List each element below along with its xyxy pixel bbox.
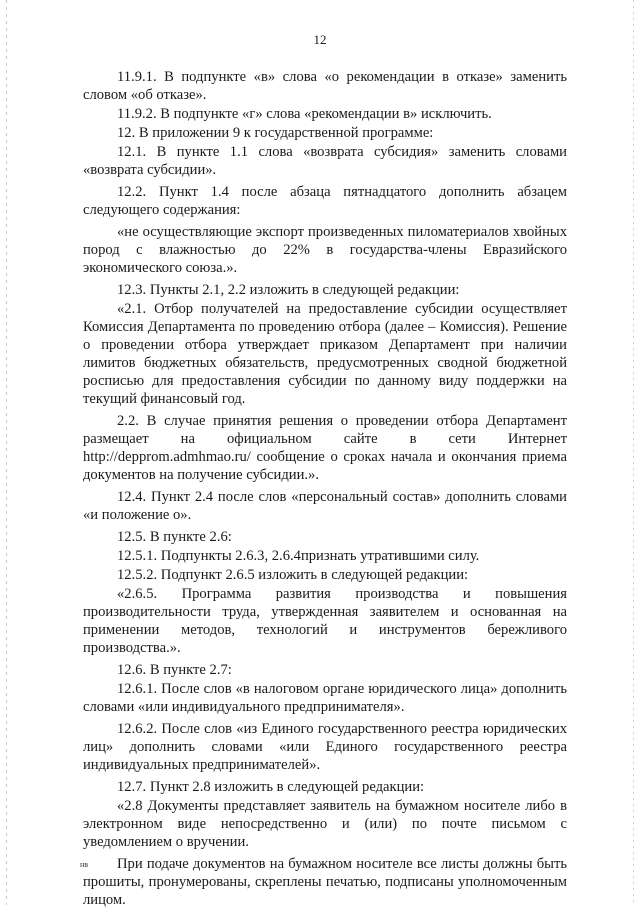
paragraph-submission-rules: При подаче документов на бумажном носителе все листы должны быть прошиты, пронумерованы, скреплены печатью, подписаны уполномоченным лицом. <box>83 856 567 908</box>
paragraph-12-3: 12.3. Пункты 2.1, 2.2 изложить в следующей редакции: <box>117 282 460 298</box>
scan-edge-right <box>633 0 634 905</box>
paragraph-12-6-2: 12.6.2. После слов «из Единого государственного реестра юридических лиц» дополнить словами «или Единого государственного реестра индивидуальных предпринимателей». <box>83 721 567 773</box>
paragraph-12-5: 12.5. В пункте 2.6: <box>117 529 232 545</box>
document-body <box>83 68 567 913</box>
paragraph-11-9-1: 11.9.1. В подпункте «в» слова «о рекомендации в отказе» заменить словом «об отказе». <box>83 69 567 103</box>
paragraph-11-9-2: 11.9.2. В подпункте «г» слова «рекомендации в» исключить. <box>117 106 492 122</box>
paragraph-12-6-1: 12.6.1. После слов «в налоговом органе юридического лица» дополнить словами «или индивидуального предпринимателя». <box>83 681 567 715</box>
paragraph-2-8-quote: «2.8 Документы представляет заявитель на бумажном носителе либо в электронном виде непосредственно и (или) по почте письмом с уведомлением о вручении. <box>83 798 567 850</box>
paragraph-12-2: 12.2. Пункт 1.4 после абзаца пятнадцатого дополнить абзацем следующего содержания: <box>83 184 567 218</box>
footer-mark: нв <box>80 860 89 869</box>
paragraph-12-2-quote: «не осуществляющие экспорт произведенных пиломатериалов хвойных пород с влажностью до 22% в государства-члены Евразийского экономического союза.». <box>83 224 567 276</box>
paragraph-12-4: 12.4. Пункт 2.4 после слов «персональный состав» дополнить словами «и положение о». <box>83 489 567 523</box>
paragraph-12-5-2: 12.5.2. Подпункт 2.6.5 изложить в следующей редакции: <box>117 567 469 583</box>
paragraph-2-2-quote: 2.2. В случае принятия решения о проведении отбора Департамент размещает на официальном сайте в сети Интернет http://depprom.admhmao.ru/ сообщение о сроках начала и окончания приема документов на получение субсидии.». <box>83 413 567 483</box>
paragraph-12-6: 12.6. В пункте 2.7: <box>117 662 232 678</box>
paragraph-2-6-5-quote: «2.6.5. Программа развития производства и повышения производительности труда, утвержденная заявителем и основанная на применении методов, технологий и инструментов бережливого производства.». <box>83 586 567 656</box>
paragraph-2-1-quote: «2.1. Отбор получателей на предоставление субсидии осуществляет Комиссия Департамента по проведению отбора (далее – Комиссия). Решение о проведении отбора утверждает приказом Департамент при наличии лимитов бюджетных обязательств, предусмотренных сводной бюджетной росписью для предоставления субсидии по данному виду поддержки на текущий финансовый год. <box>83 301 567 407</box>
paragraph-12-1: 12.1. В пункте 1.1 слова «возврата субсидия» заменить словами «возврата субсидии». <box>83 144 567 178</box>
paragraph-12: 12. В приложении 9 к государственной программе: <box>117 125 434 141</box>
paragraph-12-7: 12.7. Пункт 2.8 изложить в следующей редакции: <box>117 779 425 795</box>
paragraph-12-5-1: 12.5.1. Подпункты 2.6.3, 2.6.4признать утратившими силу. <box>117 548 480 564</box>
page-number: 12 <box>313 32 327 47</box>
scan-edge-left <box>6 0 7 905</box>
